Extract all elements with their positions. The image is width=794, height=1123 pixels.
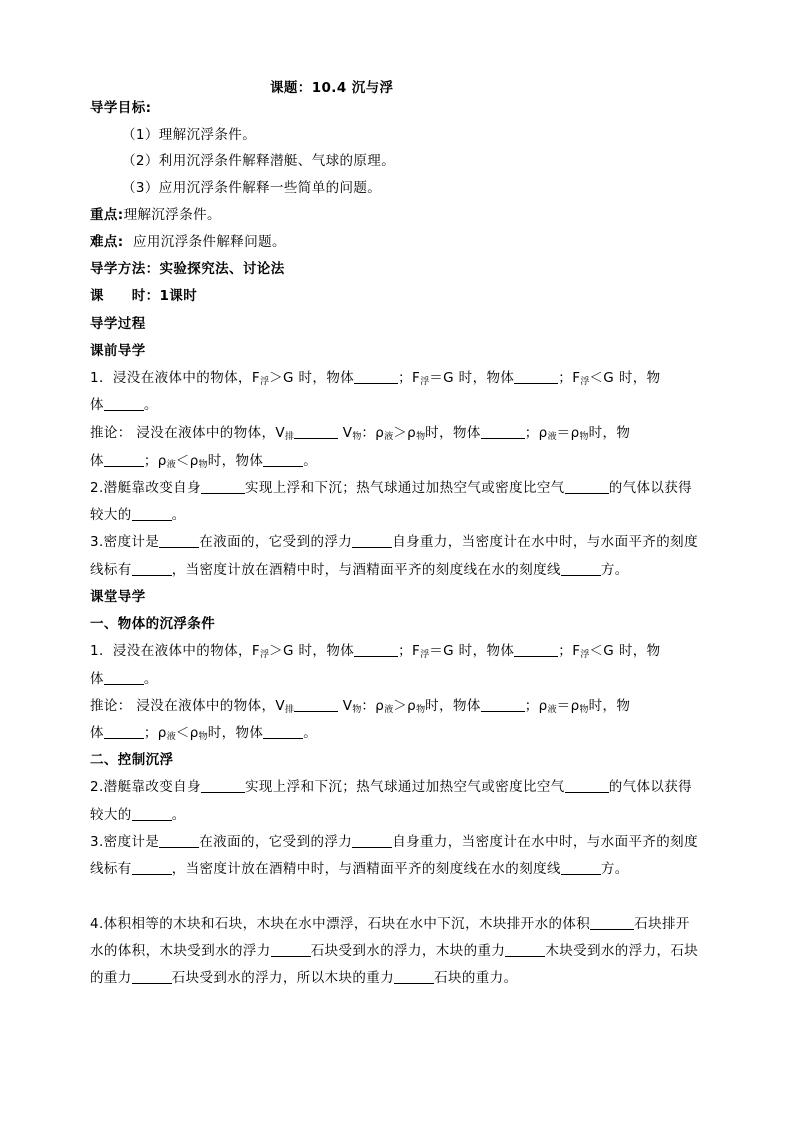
answer-blank[interactable] bbox=[104, 670, 144, 685]
class-question-1-line-2: 体 。 bbox=[90, 671, 158, 687]
answer-blank[interactable] bbox=[159, 533, 199, 548]
objective-item: （2）利用沉浮条件解释潜艇、气球的原理。 bbox=[122, 153, 396, 169]
answer-blank[interactable] bbox=[132, 969, 172, 984]
answer-blank[interactable] bbox=[352, 833, 392, 848]
section-1-heading: 一、物体的沉浮条件 bbox=[90, 616, 216, 632]
process-heading: 导学过程 bbox=[90, 316, 146, 332]
answer-blank[interactable] bbox=[271, 942, 311, 957]
answer-blank[interactable] bbox=[294, 697, 338, 712]
class-inference-line-2: 体 ；$\rho_液<\rho_物$时，物体 。 bbox=[90, 725, 318, 742]
answer-blank[interactable] bbox=[159, 833, 199, 848]
answer-blank[interactable] bbox=[132, 506, 172, 521]
question-3-line-1: 3.密度计是 在液面的，它受到的浮力 自身重力，当密度计在水中时，与水面平齐的刻度 bbox=[90, 534, 698, 550]
class-question-4-line-2: 水的体积，木块受到水的浮力 石块受到水的浮力，木块的重力 木块受到水的浮力，石块 bbox=[90, 943, 699, 959]
answer-blank[interactable] bbox=[561, 561, 601, 576]
answer-blank[interactable] bbox=[352, 533, 392, 548]
answer-blank[interactable] bbox=[263, 724, 303, 739]
question-2-line-1: 2.潜艇靠改变自身 实现上浮和下沉；热气球通过加热空气或密度比空气 的气体以获得 bbox=[90, 480, 693, 496]
question-1-line-2: 体 。 bbox=[90, 397, 158, 413]
answer-blank[interactable] bbox=[505, 942, 545, 957]
answer-blank[interactable] bbox=[294, 424, 338, 439]
answer-blank[interactable] bbox=[590, 915, 634, 930]
answer-blank[interactable] bbox=[561, 860, 601, 875]
question-1-line-1: 1．浸没在液体中的物体，$F_浮>G$ 时，物体 ；$F_浮=G$ 时，物体 ；$F_浮<G$ 时，物 bbox=[90, 370, 661, 387]
objectives-heading: 导学目标: bbox=[90, 100, 152, 116]
answer-blank[interactable] bbox=[104, 396, 144, 411]
page-title: 课题：10.4 沉与浮 bbox=[270, 80, 394, 96]
class-question-2-line-1: 2.潜艇靠改变自身 实现上浮和下沉；热气球通过加热空气或密度比空气 的气体以获得 bbox=[90, 779, 693, 795]
class-question-3-line-2: 线标有 ，当密度计放在酒精中时，与酒精面平齐的刻度线在水的刻度线 方。 bbox=[90, 861, 629, 877]
class-hours: 课 时：1课时 bbox=[90, 288, 198, 304]
answer-blank[interactable] bbox=[565, 479, 609, 494]
answer-blank[interactable] bbox=[394, 969, 434, 984]
class-inference-line-1: 推论： 浸没在液体中的物体，$V_排$ $V_物$：$\rho_液>\rho_物$时，物体 ；$\rho_液=\rho_物$时，物 bbox=[90, 698, 631, 715]
section-2-heading: 二、控制沉浮 bbox=[90, 752, 174, 768]
answer-blank[interactable] bbox=[514, 642, 558, 657]
answer-blank[interactable] bbox=[263, 452, 303, 467]
answer-blank[interactable] bbox=[132, 860, 172, 875]
objective-item: （1）理解沉浮条件。 bbox=[122, 127, 257, 143]
answer-blank[interactable] bbox=[132, 561, 172, 576]
objective-item: （3）应用沉浮条件解释一些简单的问题。 bbox=[122, 180, 382, 196]
answer-blank[interactable] bbox=[104, 452, 144, 467]
class-question-4-line-1: 4.体积相等的木块和石块，木块在水中漂浮，石块在水中下沉，木块排开水的体积 石块排开 bbox=[90, 916, 690, 932]
answer-blank[interactable] bbox=[514, 369, 558, 384]
question-2-line-2: 较大的 。 bbox=[90, 507, 186, 523]
difficulty: 难点: 应用沉浮条件解释问题。 bbox=[90, 234, 286, 250]
answer-blank[interactable] bbox=[104, 724, 144, 739]
teaching-method: 导学方法：实验探究法、讨论法 bbox=[90, 261, 285, 277]
class-question-3-line-1: 3.密度计是 在液面的，它受到的浮力 自身重力，当密度计在水中时，与水面平齐的刻度 bbox=[90, 834, 698, 850]
pre-class-heading: 课前导学 bbox=[90, 343, 146, 359]
answer-blank[interactable] bbox=[201, 778, 245, 793]
answer-blank[interactable] bbox=[354, 642, 398, 657]
inference-line-2: 体 ；$\rho_液<\rho_物$时，物体 。 bbox=[90, 453, 318, 470]
answer-blank[interactable] bbox=[481, 697, 525, 712]
answer-blank[interactable] bbox=[201, 479, 245, 494]
class-question-2-line-2: 较大的 。 bbox=[90, 807, 186, 823]
in-class-heading: 课堂导学 bbox=[90, 589, 146, 605]
answer-blank[interactable] bbox=[565, 778, 609, 793]
class-question-4-line-3: 的重力 石块受到水的浮力，所以木块的重力 石块的重力。 bbox=[90, 970, 518, 986]
answer-blank[interactable] bbox=[132, 806, 172, 821]
inference-line-1: 推论： 浸没在液体中的物体，$V_排$ $V_物$：$\rho_液>\rho_物$时，物体 ；$\rho_液=\rho_物$时，物 bbox=[90, 425, 631, 442]
answer-blank[interactable] bbox=[354, 369, 398, 384]
key-point: 重点:理解沉浮条件。 bbox=[90, 207, 221, 223]
answer-blank[interactable] bbox=[481, 424, 525, 439]
class-question-1-line-1: 1．浸没在液体中的物体，$F_浮>G$ 时，物体 ；$F_浮=G$ 时，物体 ；$F_浮<G$ 时，物 bbox=[90, 643, 661, 660]
question-3-line-2: 线标有 ，当密度计放在酒精中时，与酒精面平齐的刻度线在水的刻度线 方。 bbox=[90, 562, 629, 578]
